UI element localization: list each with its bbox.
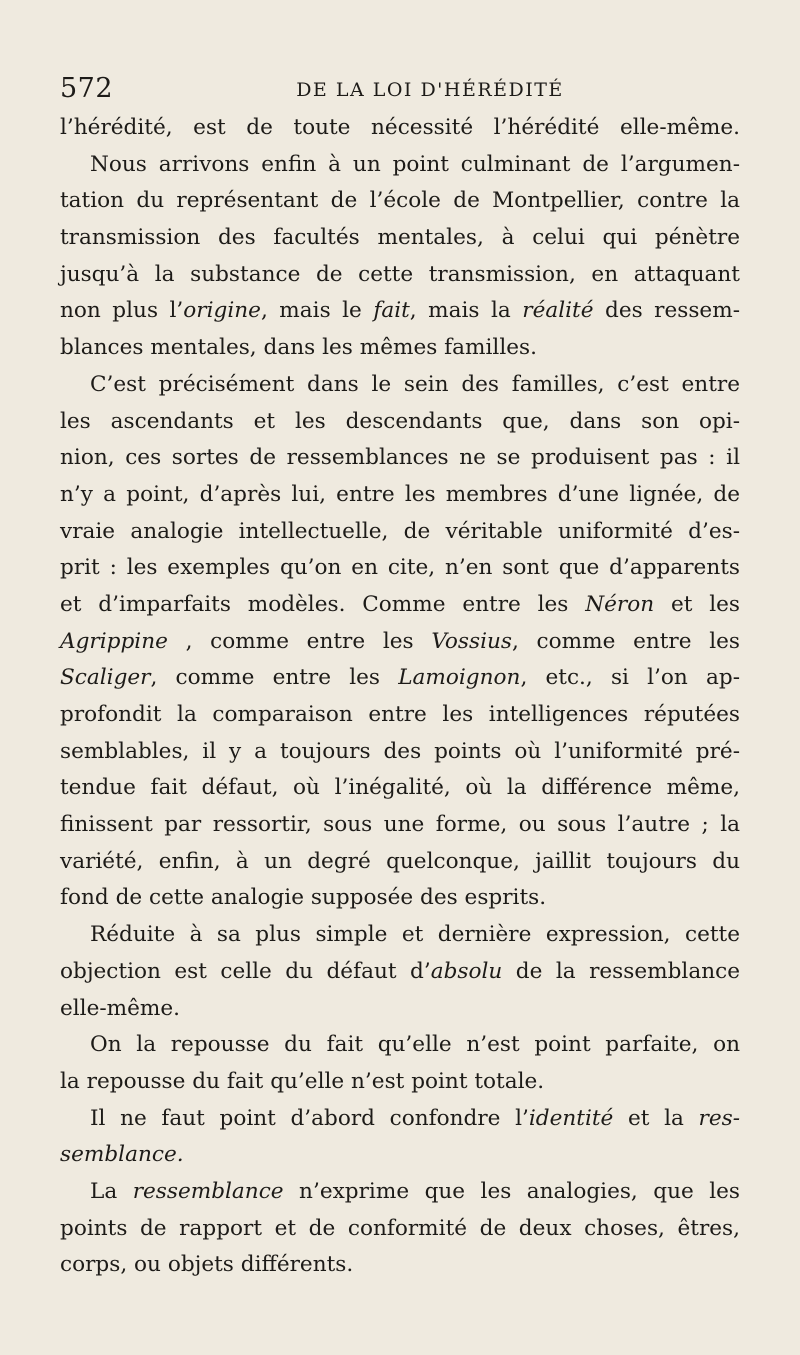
text-line: [60, 697, 740, 734]
text-segment: variété, enfin, à un degré quelconque, jaillit toujours du: [60, 848, 740, 874]
text-line: [60, 110, 740, 147]
text-segment: n’exprime que les analogies, que les: [283, 1178, 740, 1204]
running-title: DE LA LOI D'HÉRÉDITÉ: [296, 79, 564, 101]
text-segment: , comme entre les: [150, 665, 399, 691]
text-line: [60, 550, 740, 587]
text-segment: tation du représentant de l’école de Montpellier, contre la: [60, 188, 740, 214]
page-number: 572: [60, 73, 114, 104]
text-segment: Il ne faut point d’abord confondre l’: [90, 1105, 529, 1131]
italic-text: Vossius: [431, 628, 512, 654]
text-segment: , etc., si l’on ap-: [520, 665, 740, 691]
text-line: [60, 1137, 740, 1174]
text-line: [60, 367, 740, 404]
text-segment: nion, ces sortes de ressemblances ne se produisent pas : il: [60, 445, 740, 471]
text-line: [60, 220, 740, 257]
text-line: [60, 1064, 740, 1101]
text-line: [60, 293, 740, 330]
text-segment: semblables, il y a toujours des points où l’uniformité pré-: [60, 738, 740, 764]
text-segment: et les: [654, 591, 740, 617]
text-line: [60, 917, 740, 954]
italic-text: Lamoignon: [398, 665, 521, 691]
italic-text: semblance.: [60, 1142, 184, 1168]
text-line: [60, 1101, 740, 1138]
text-line: [60, 587, 740, 624]
text-segment: Réduite à sa plus simple et dernière expression, cette: [90, 922, 740, 948]
text-segment: points de rapport et de conformité de deux choses, êtres,: [60, 1215, 740, 1241]
text-line: [60, 514, 740, 551]
text-line: [60, 440, 740, 477]
text-segment: et d’imparfaits modèles. Comme entre les: [60, 591, 586, 617]
text-line: [60, 880, 740, 917]
italic-text: réalité: [522, 298, 594, 324]
text-line: [60, 1174, 740, 1211]
text-line: [60, 624, 740, 661]
text-line: [60, 477, 740, 514]
text-segment: blances mentales, dans les mêmes familles.: [60, 335, 537, 361]
text-segment: , mais le: [260, 298, 374, 324]
italic-text: Néron: [585, 591, 655, 617]
text-segment: Nous arrivons enfin à un point culminant de l’argumen-: [90, 151, 740, 177]
text-segment: corps, ou objets différents.: [60, 1252, 354, 1278]
italic-text: Agrippine: [60, 628, 168, 654]
text-segment: finissent par ressortir, sous une forme, ou sous l’autre ; la: [60, 812, 740, 838]
text-line: [60, 807, 740, 844]
text-segment: de la ressemblance: [502, 958, 740, 984]
text-line: [60, 844, 740, 881]
text-line: [60, 1247, 740, 1284]
text-segment: les ascendants et les descendants que, dans son opi-: [60, 408, 740, 434]
text-line: [60, 954, 740, 991]
text-line: [60, 183, 740, 220]
text-segment: , comme entre les: [167, 628, 432, 654]
text-segment: et la: [613, 1105, 699, 1131]
italic-text: origine: [183, 298, 261, 324]
text-segment: , comme entre les: [511, 628, 741, 654]
text-segment: vraie analogie intellectuelle, de véritable uniformité d’es-: [60, 518, 740, 544]
text-segment: jusqu’à la substance de cette transmission, en attaquant: [60, 261, 740, 287]
text-line: [60, 660, 740, 697]
text-segment: fond de cette analogie supposée des esprits.: [60, 885, 547, 911]
text-segment: n’y a point, d’après lui, entre les membres d’une lignée, de: [60, 481, 740, 507]
text-segment: La: [90, 1178, 133, 1204]
text-line: [60, 734, 740, 771]
text-segment: profondit la comparaison entre les intelligences réputées: [60, 702, 740, 727]
text-line: [60, 770, 740, 807]
text-line: [60, 1027, 740, 1064]
text-segment: elle-même.: [60, 995, 181, 1021]
body-text: [60, 110, 740, 1284]
text-segment: objection est celle du défaut d’: [60, 958, 431, 984]
text-segment: l’hérédité, est de toute nécessité l’hérédité elle-même.: [60, 115, 740, 140]
italic-text: identité: [528, 1105, 614, 1131]
text-line: [60, 147, 740, 184]
text-segment: C’est précisément dans le sein des familles, c’est entre: [90, 371, 740, 397]
text-segment: la repousse du fait qu’elle n’est point totale.: [60, 1068, 545, 1094]
text-segment: transmission des facultés mentales, à celui qui pénètre: [60, 225, 740, 251]
italic-text: absolu: [430, 958, 503, 984]
text-segment: des ressem-: [593, 298, 740, 324]
text-line: [60, 991, 740, 1028]
text-segment: non plus l’: [60, 298, 184, 324]
text-segment: On la repousse du fait qu’elle n’est point parfaite, on: [90, 1032, 740, 1058]
text-line: [60, 257, 740, 294]
italic-text: ressemblance: [132, 1178, 284, 1204]
text-line: [60, 330, 740, 367]
text-segment: tendue fait défaut, où l’inégalité, où la différence même,: [60, 775, 740, 801]
text-segment: , mais la: [409, 298, 523, 324]
italic-text: Scaliger: [60, 665, 151, 691]
italic-text: res-: [698, 1105, 740, 1131]
running-head: [60, 74, 740, 104]
text-segment: prit : les exemples qu’on en cite, n’en sont que d’apparents: [60, 555, 740, 581]
text-line: [60, 1211, 740, 1248]
italic-text: fait: [373, 298, 410, 324]
text-line: [60, 404, 740, 441]
